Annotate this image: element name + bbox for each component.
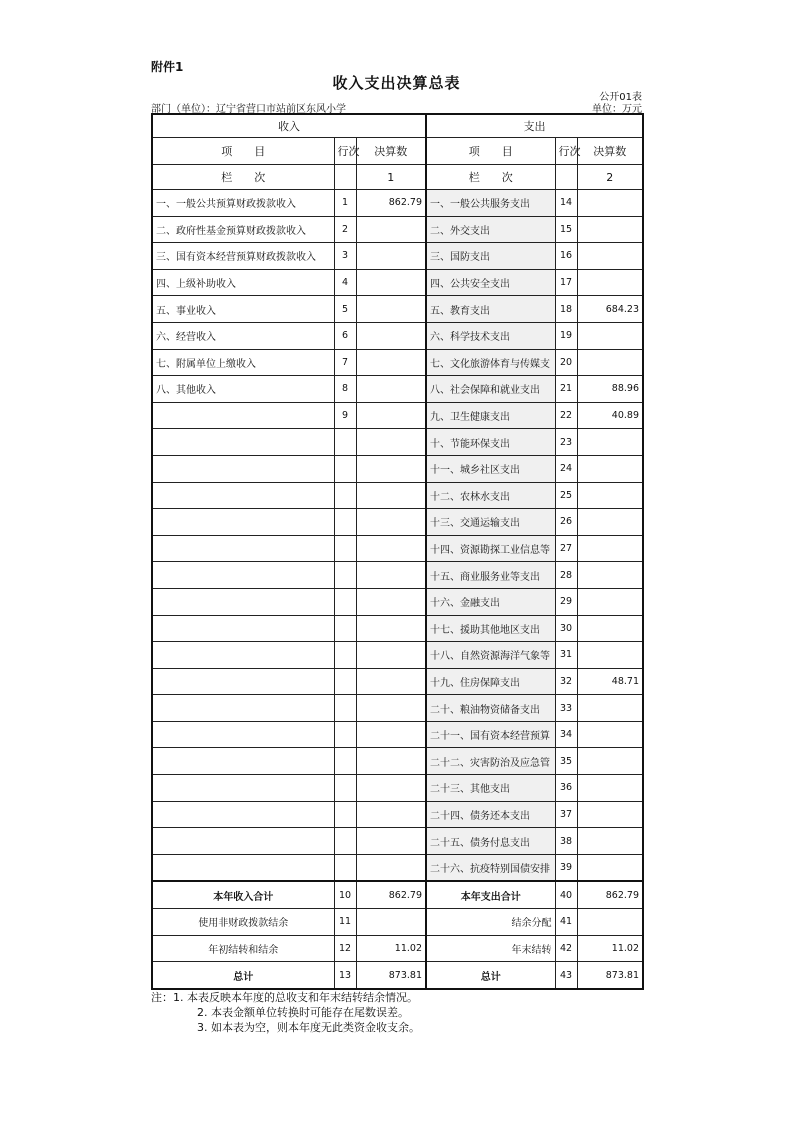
income-amount <box>356 854 426 881</box>
income-line-number: 9 <box>334 402 356 429</box>
expense-amount <box>577 429 643 456</box>
income-section-header: 收入 <box>152 114 426 138</box>
expense-amount <box>577 721 643 748</box>
income-amount <box>356 828 426 855</box>
expense-amount <box>577 828 643 855</box>
expense-item: 十二、农林水支出 <box>426 482 555 509</box>
expense-line-number: 29 <box>555 588 577 615</box>
expense-amount <box>577 322 643 349</box>
expense-line-number: 34 <box>555 721 577 748</box>
expense-line-number: 28 <box>555 562 577 589</box>
expense-item: 十九、住房保障支出 <box>426 668 555 695</box>
income-amount <box>356 695 426 722</box>
summary-expense-amount: 11.02 <box>577 935 643 962</box>
income-item: 三、国有资本经营预算财政拨款收入 <box>152 243 334 270</box>
expense-item: 二十、粮油物资储备支出 <box>426 695 555 722</box>
table-row <box>152 668 643 695</box>
income-line-number: 3 <box>334 243 356 270</box>
expense-line-number: 30 <box>555 615 577 642</box>
expense-amount-header: 决算数 <box>577 138 643 165</box>
income-amount <box>356 668 426 695</box>
income-amount <box>356 243 426 270</box>
table-row <box>152 615 643 642</box>
income-item <box>152 642 334 669</box>
expense-amount: 40.89 <box>577 402 643 429</box>
summary-income-item: 本年收入合计 <box>152 881 334 908</box>
income-item <box>152 615 334 642</box>
table-row <box>152 748 643 775</box>
table-row <box>152 721 643 748</box>
income-column-blank <box>334 165 356 190</box>
expense-line-number: 14 <box>555 190 577 217</box>
income-line-number <box>334 562 356 589</box>
income-item <box>152 668 334 695</box>
expense-section-header: 支出 <box>426 114 643 138</box>
summary-row <box>152 935 643 962</box>
expense-amount <box>577 349 643 376</box>
expense-item: 二十六、抗疫特别国债安排 <box>426 854 555 881</box>
expense-line-number: 32 <box>555 668 577 695</box>
expense-line-number: 31 <box>555 642 577 669</box>
expense-item: 八、社会保障和就业支出 <box>426 376 555 403</box>
table-row <box>152 535 643 562</box>
expense-line-number: 33 <box>555 695 577 722</box>
expense-column-blank <box>555 165 577 190</box>
expense-amount <box>577 535 643 562</box>
income-item: 八、其他收入 <box>152 376 334 403</box>
expense-line-number: 36 <box>555 775 577 802</box>
expense-item: 十、节能环保支出 <box>426 429 555 456</box>
summary-income-amount: 11.02 <box>356 935 426 962</box>
income-amount <box>356 269 426 296</box>
expense-line-number: 25 <box>555 482 577 509</box>
income-line-number <box>334 455 356 482</box>
table-row <box>152 801 643 828</box>
income-amount: 862.79 <box>356 190 426 217</box>
expense-item: 十四、资源勘探工业信息等 <box>426 535 555 562</box>
income-amount-header: 决算数 <box>356 138 426 165</box>
income-item <box>152 695 334 722</box>
expense-amount <box>577 615 643 642</box>
income-line-number <box>334 828 356 855</box>
table-row <box>152 322 643 349</box>
table-row <box>152 828 643 855</box>
income-amount <box>356 429 426 456</box>
header-row-columns <box>152 138 643 165</box>
summary-expense-amount: 862.79 <box>577 881 643 908</box>
expense-line-number: 26 <box>555 509 577 536</box>
income-amount <box>356 801 426 828</box>
expense-amount: 48.71 <box>577 668 643 695</box>
expense-item: 十五、商业服务业等支出 <box>426 562 555 589</box>
expense-amount <box>577 562 643 589</box>
unit-label: 单位：万元 <box>592 104 642 115</box>
table-row <box>152 695 643 722</box>
expense-amount <box>577 455 643 482</box>
income-line-number: 8 <box>334 376 356 403</box>
expense-item: 二十三、其他支出 <box>426 775 555 802</box>
income-item <box>152 482 334 509</box>
summary-income-amount: 873.81 <box>356 962 426 989</box>
income-amount <box>356 642 426 669</box>
income-amount <box>356 509 426 536</box>
table-row <box>152 402 643 429</box>
expense-line-number: 17 <box>555 269 577 296</box>
summary-expense-line-number: 41 <box>555 909 577 936</box>
income-amount <box>356 376 426 403</box>
summary-expense-item: 结余分配 <box>426 909 555 936</box>
table-row <box>152 376 643 403</box>
income-item <box>152 828 334 855</box>
table-row <box>152 296 643 323</box>
income-item <box>152 455 334 482</box>
income-item <box>152 721 334 748</box>
table-row <box>152 455 643 482</box>
summary-row <box>152 962 643 989</box>
expense-item: 二十二、灾害防治及应急管 <box>426 748 555 775</box>
expense-item: 十三、交通运输支出 <box>426 509 555 536</box>
income-amount <box>356 349 426 376</box>
expense-line-number: 37 <box>555 801 577 828</box>
expense-amount <box>577 854 643 881</box>
income-amount <box>356 588 426 615</box>
income-line-number: 4 <box>334 269 356 296</box>
income-line-number <box>334 535 356 562</box>
income-amount <box>356 402 426 429</box>
income-item <box>152 748 334 775</box>
income-amount <box>356 721 426 748</box>
summary-expense-item: 总计 <box>426 962 555 989</box>
notes <box>151 990 420 1035</box>
summary-expense-amount: 873.81 <box>577 962 643 989</box>
income-item <box>152 562 334 589</box>
income-item: 四、上级补助收入 <box>152 269 334 296</box>
income-amount <box>356 455 426 482</box>
table-row <box>152 216 643 243</box>
table-row <box>152 562 643 589</box>
expense-line-number: 38 <box>555 828 577 855</box>
note-line-3: 3. 如本表为空，则本年度无此类资金收支余。 <box>197 1021 420 1034</box>
expense-line-number: 39 <box>555 854 577 881</box>
income-line-number <box>334 615 356 642</box>
summary-income-amount <box>356 909 426 936</box>
income-line-number: 1 <box>334 190 356 217</box>
income-item <box>152 775 334 802</box>
income-amount <box>356 748 426 775</box>
income-amount <box>356 615 426 642</box>
income-line-number: 7 <box>334 349 356 376</box>
expense-amount <box>577 775 643 802</box>
income-column-label: 栏 次 <box>152 165 334 190</box>
expense-line-number: 16 <box>555 243 577 270</box>
summary-expense-line-number: 43 <box>555 962 577 989</box>
expense-amount: 684.23 <box>577 296 643 323</box>
table-row <box>152 482 643 509</box>
income-amount <box>356 216 426 243</box>
expense-line-number: 24 <box>555 455 577 482</box>
expense-item: 十七、援助其他地区支出 <box>426 615 555 642</box>
summary-row <box>152 881 643 908</box>
income-line-number <box>334 482 356 509</box>
summary-income-line-number: 12 <box>334 935 356 962</box>
form-number: 公开01表 <box>599 92 642 103</box>
income-line-number <box>334 588 356 615</box>
expense-column-label: 栏 次 <box>426 165 555 190</box>
income-line-number: 6 <box>334 322 356 349</box>
expense-amount <box>577 588 643 615</box>
income-line-number <box>334 854 356 881</box>
expense-line-number: 27 <box>555 535 577 562</box>
expense-item: 十六、金融支出 <box>426 588 555 615</box>
income-line-number: 5 <box>334 296 356 323</box>
expense-item: 四、公共安全支出 <box>426 269 555 296</box>
income-expense-table <box>151 113 644 990</box>
income-amount <box>356 535 426 562</box>
income-item <box>152 854 334 881</box>
expense-item: 三、国防支出 <box>426 243 555 270</box>
income-line-number <box>334 509 356 536</box>
expense-item: 九、卫生健康支出 <box>426 402 555 429</box>
income-item <box>152 402 334 429</box>
summary-row <box>152 909 643 936</box>
income-item <box>152 509 334 536</box>
expense-item: 十一、城乡社区支出 <box>426 455 555 482</box>
expense-line-number: 35 <box>555 748 577 775</box>
expense-item: 二、外交支出 <box>426 216 555 243</box>
expense-item: 二十一、国有资本经营预算 <box>426 721 555 748</box>
table-row <box>152 509 643 536</box>
income-line-number <box>334 801 356 828</box>
expense-amount <box>577 482 643 509</box>
expense-item: 一、一般公共服务支出 <box>426 190 555 217</box>
expense-amount <box>577 216 643 243</box>
expense-line-number: 21 <box>555 376 577 403</box>
expense-amount <box>577 695 643 722</box>
expense-amount <box>577 509 643 536</box>
table-row <box>152 775 643 802</box>
expense-item-header: 项 目 <box>426 138 555 165</box>
header-row-sections <box>152 114 643 138</box>
expense-line-number: 19 <box>555 322 577 349</box>
summary-expense-amount <box>577 909 643 936</box>
expense-line-number: 18 <box>555 296 577 323</box>
table-row <box>152 349 643 376</box>
income-item: 一、一般公共预算财政拨款收入 <box>152 190 334 217</box>
income-line-header: 行次 <box>334 138 356 165</box>
expense-amount <box>577 269 643 296</box>
income-item <box>152 588 334 615</box>
income-line-number <box>334 748 356 775</box>
expense-amount: 88.96 <box>577 376 643 403</box>
expense-line-number: 22 <box>555 402 577 429</box>
expense-item: 二十五、债务付息支出 <box>426 828 555 855</box>
table-row <box>152 243 643 270</box>
income-item <box>152 429 334 456</box>
expense-amount <box>577 801 643 828</box>
summary-expense-line-number: 40 <box>555 881 577 908</box>
income-item <box>152 801 334 828</box>
income-amount <box>356 775 426 802</box>
summary-income-item: 年初结转和结余 <box>152 935 334 962</box>
expense-item: 五、教育支出 <box>426 296 555 323</box>
expense-item: 十八、自然资源海洋气象等 <box>426 642 555 669</box>
summary-expense-line-number: 42 <box>555 935 577 962</box>
summary-expense-item: 本年支出合计 <box>426 881 555 908</box>
attachment-label: 附件1 <box>151 60 184 74</box>
summary-income-item: 总计 <box>152 962 334 989</box>
summary-income-line-number: 11 <box>334 909 356 936</box>
table-row <box>152 429 643 456</box>
note-line-2: 2. 本表金额单位转换时可能存在尾数误差。 <box>197 1006 409 1019</box>
department-label: 部门（单位）：辽宁省营口市站前区东风小学 <box>151 104 346 115</box>
expense-line-number: 20 <box>555 349 577 376</box>
expense-item: 七、文化旅游体育与传媒支 <box>426 349 555 376</box>
summary-income-line-number: 13 <box>334 962 356 989</box>
income-item: 二、政府性基金预算财政拨款收入 <box>152 216 334 243</box>
income-line-number <box>334 642 356 669</box>
income-amount <box>356 296 426 323</box>
income-line-number <box>334 721 356 748</box>
summary-income-item: 使用非财政拨款结余 <box>152 909 334 936</box>
income-line-number: 2 <box>334 216 356 243</box>
expense-item: 二十四、债务还本支出 <box>426 801 555 828</box>
income-item-header: 项 目 <box>152 138 334 165</box>
expense-amount <box>577 243 643 270</box>
income-item: 六、经营收入 <box>152 322 334 349</box>
table-row <box>152 642 643 669</box>
income-item: 五、事业收入 <box>152 296 334 323</box>
expense-amount <box>577 190 643 217</box>
income-item: 七、附属单位上缴收入 <box>152 349 334 376</box>
expense-line-number: 23 <box>555 429 577 456</box>
income-amount <box>356 482 426 509</box>
expense-item: 六、科学技术支出 <box>426 322 555 349</box>
summary-income-line-number: 10 <box>334 881 356 908</box>
income-line-number <box>334 429 356 456</box>
expense-amount <box>577 748 643 775</box>
header-row-column-numbers <box>152 165 643 190</box>
table-row <box>152 190 643 217</box>
table-row <box>152 588 643 615</box>
income-item <box>152 535 334 562</box>
expense-amount <box>577 642 643 669</box>
summary-expense-item: 年末结转 <box>426 935 555 962</box>
note-line-1: 注：1. 本表反映本年度的总收支和年末结转结余情况。 <box>151 991 418 1004</box>
expense-column-number: 2 <box>577 165 643 190</box>
income-line-number <box>334 775 356 802</box>
table-row <box>152 269 643 296</box>
table-row <box>152 854 643 881</box>
summary-income-amount: 862.79 <box>356 881 426 908</box>
income-column-number: 1 <box>356 165 426 190</box>
expense-line-number: 15 <box>555 216 577 243</box>
income-line-number <box>334 668 356 695</box>
expense-line-header: 行次 <box>555 138 577 165</box>
page-title: 收入支出决算总表 <box>332 74 461 92</box>
income-amount <box>356 562 426 589</box>
income-amount <box>356 322 426 349</box>
income-line-number <box>334 695 356 722</box>
